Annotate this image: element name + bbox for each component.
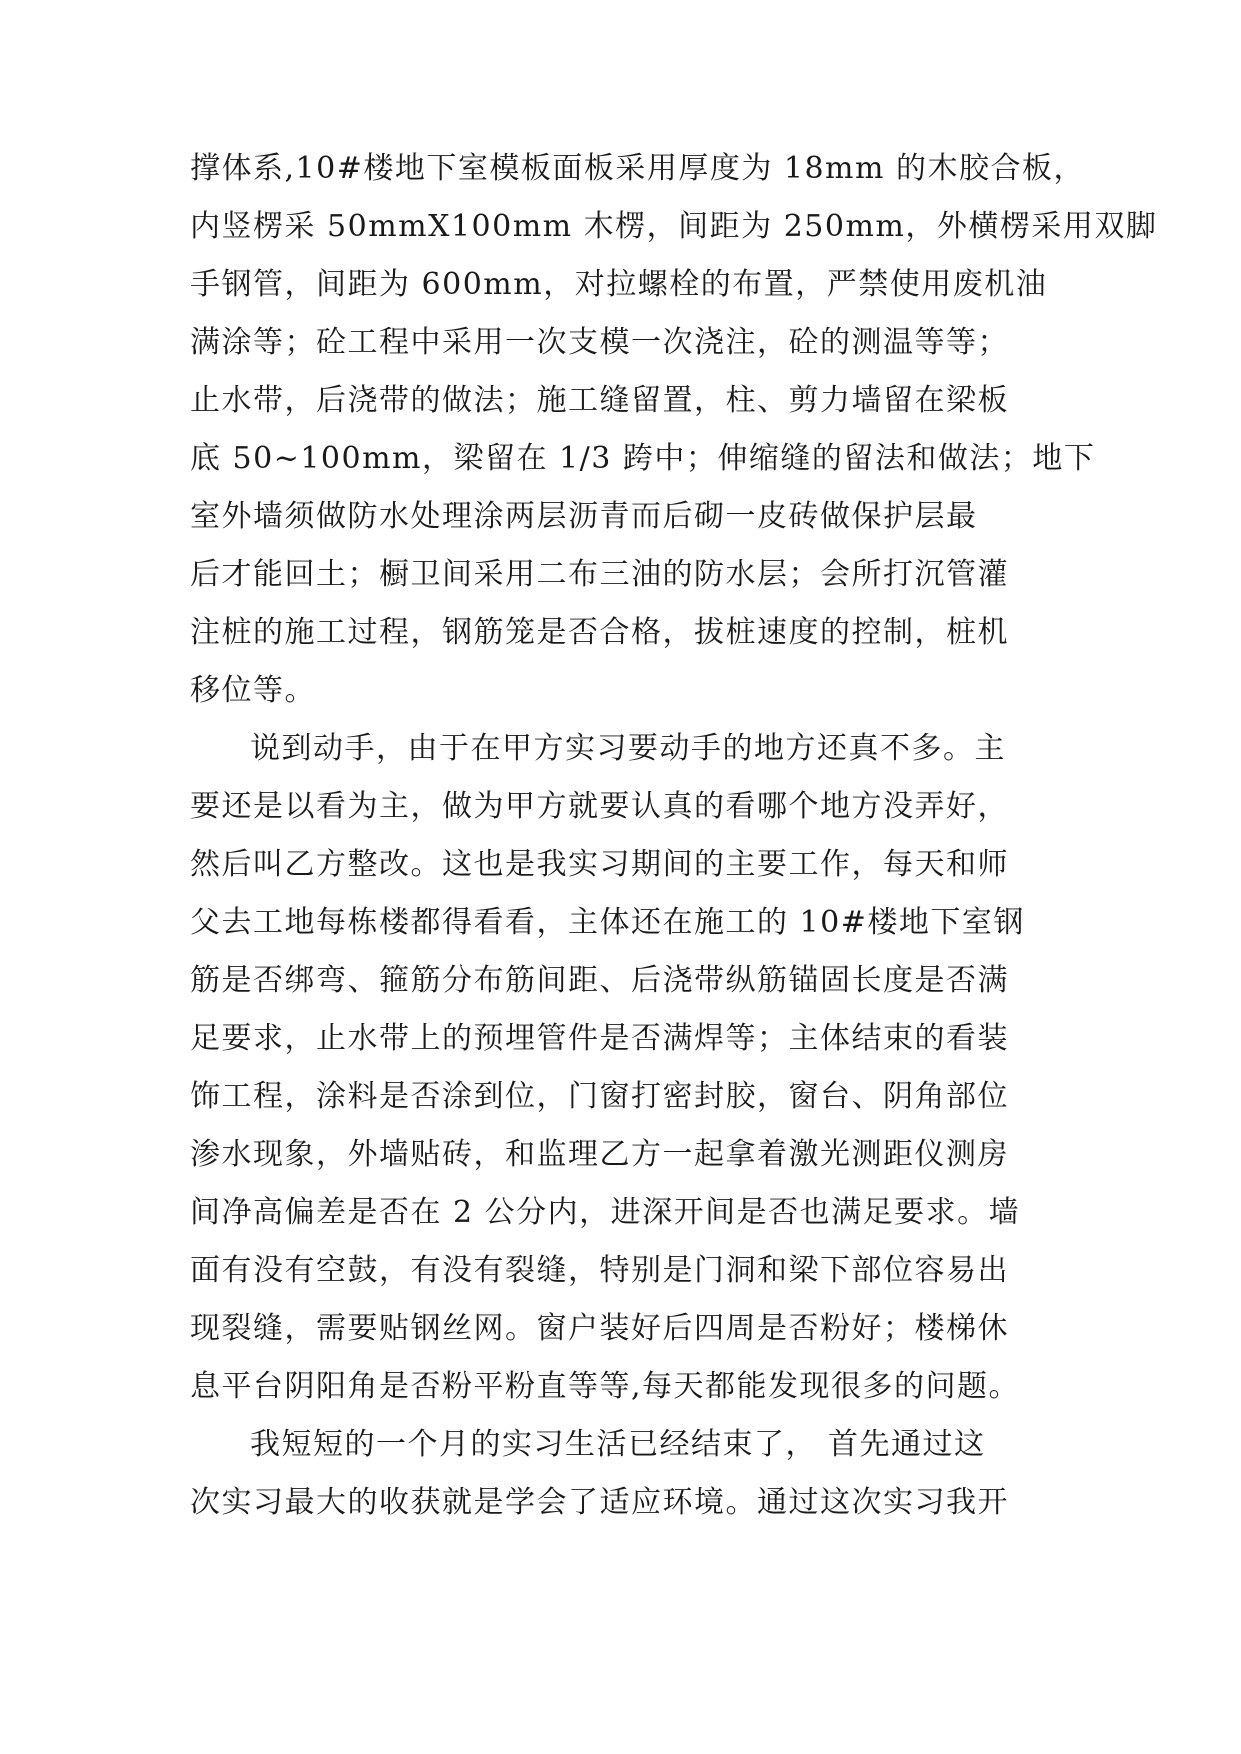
text-line: 室外墙须做防水处理涂两层沥青而后砌一皮砖做保护层最 — [190, 499, 978, 534]
text-line: 满涂等；砼工程中采用一次支模一次浇注，砼的测温等等； — [190, 325, 1009, 360]
text-line: 底 50~100mm，梁留在 1/3 跨中；伸缩缝的留法和做法；地下 — [190, 441, 1096, 476]
text-line: 息平台阴阳角是否粉平粉直等等,每天都能发现很多的问题。 — [190, 1369, 1021, 1404]
text-line: 父去工地每栋楼都得看看，主体还在施工的 10#楼地下室钢 — [190, 905, 1025, 940]
text-line: 渗水现象，外墙贴砖，和监理乙方一起拿着激光测距仪测房 — [190, 1137, 1009, 1172]
text-line: 现裂缝，需要贴钢丝网。窗户装好后四周是否粉好；楼梯休 — [190, 1311, 1009, 1346]
text-line: 足要求，止水带上的预埋管件是否满焊等；主体结束的看装 — [190, 1021, 1009, 1056]
text-line: 手钢管，间距为 600mm，对拉螺栓的布置，严禁使用废机油 — [190, 267, 1048, 302]
text-line: 注桩的施工过程，钢筋笼是否合格，拔桩速度的控制，桩机 — [190, 615, 1009, 650]
text-line: 然后叫乙方整改。这也是我实习期间的主要工作，每天和师 — [190, 847, 1009, 882]
text-line: 间净高偏差是否在 2 公分内，进深开间是否也满足要求。墙 — [190, 1195, 1021, 1230]
text-line: 面有没有空鼓，有没有裂缝，特别是门洞和梁下部位容易出 — [190, 1253, 1009, 1288]
text-line: 移位等。 — [190, 673, 316, 708]
text-line: 筋是否绑弯、箍筋分布筋间距、后浇带纵筋锚固长度是否满 — [190, 963, 1009, 998]
text-line: 饰工程，涂料是否涂到位，门窗打密封胶，窗台、阴角部位 — [190, 1079, 1009, 1114]
text-line: 内竖楞采 50mmX100mm 木楞，间距为 250mm，外横楞采用双脚 — [190, 209, 1158, 244]
paragraph-start-line: 说到动手，由于在甲方实习要动手的地方还真不多。主 — [250, 731, 1006, 766]
text-line: 止水带，后浇带的做法；施工缝留置，柱、剪力墙留在梁板 — [190, 383, 1009, 418]
text-line: 次实习最大的收获就是学会了适应环境。通过这次实习我开 — [190, 1485, 1009, 1520]
text-line: 要还是以看为主，做为甲方就要认真的看哪个地方没弄好， — [190, 789, 1009, 824]
text-line: 撑体系,10#楼地下室模板面板采用厚度为 18mm 的木胶合板， — [190, 151, 1085, 186]
text-line: 后才能回土；橱卫间采用二布三油的防水层；会所打沉管灌 — [190, 557, 1009, 592]
paragraph-start-line: 我短短的一个月的实习生活已经结束了， 首先通过这 — [250, 1427, 986, 1462]
